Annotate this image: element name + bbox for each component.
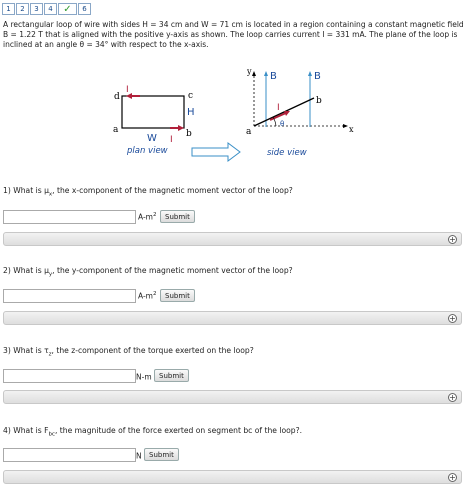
problem-statement: A rectangular loop of wire with sides H = 34 cm and W = 71 cm is located in a region containing a constant magnetic field B = 1.22 T that is aligned with the positive y-axis as shown. The loop carries current I = 331 mA. The plane of the loop is inclined at an angle θ = 34° with respect to the x-axis.	[3, 20, 464, 49]
corner-d-label: d	[114, 92, 120, 102]
tab-6[interactable]: 6	[78, 3, 91, 15]
tab-1[interactable]: 1	[2, 3, 15, 15]
current-label-bottom: I	[170, 135, 173, 145]
field-label-2: B	[314, 71, 321, 82]
width-label: W	[147, 133, 157, 144]
question-1-answer-input[interactable]	[3, 210, 136, 224]
expand-plus-icon[interactable]: +	[449, 314, 456, 323]
question-3-submit-button[interactable]: Submit	[154, 369, 189, 382]
diagram-svg	[100, 60, 370, 175]
question-4-hint-bar[interactable]	[3, 470, 462, 484]
corner-a-label: a	[113, 125, 119, 135]
question-1-text: 1) What is $\mu_x$, the x-component of the magnetic moment vector of the loop?	[3, 186, 293, 198]
question-1-hint-bar[interactable]	[3, 232, 462, 246]
theta-label: θ	[280, 120, 285, 128]
question-2-hint-bar[interactable]	[3, 311, 462, 325]
question-3-text: 3) What is $\tau_z$, the z-component of the torque exerted on the loop?	[3, 346, 254, 358]
current-label-top: I	[126, 85, 129, 95]
corner-c-label: c	[188, 91, 194, 101]
tab-2[interactable]: 2	[16, 3, 29, 15]
question-1-submit-button[interactable]: Submit	[160, 210, 195, 223]
question-3-hint-bar[interactable]	[3, 390, 462, 404]
field-line-1-arrowhead	[264, 71, 268, 76]
side-view-label: side view	[267, 148, 307, 158]
y-axis-label: y	[247, 67, 252, 76]
question-4-unit: N	[136, 451, 142, 461]
x-axis-arrowhead	[343, 124, 348, 128]
question-3-unit: N-m	[136, 372, 152, 382]
tab-5-checkmark-icon[interactable]: ✓	[58, 3, 77, 15]
height-label: H	[187, 107, 195, 118]
tab-4[interactable]: 4	[44, 3, 57, 15]
question-4-submit-button[interactable]: Submit	[144, 448, 179, 461]
side-current-label: I	[277, 103, 280, 113]
field-line-2-arrowhead	[308, 71, 312, 76]
loop-diagram	[100, 60, 370, 175]
side-a-label: a	[246, 127, 252, 137]
current-arrowhead-bottom	[178, 125, 184, 131]
expand-plus-icon[interactable]: +	[449, 473, 456, 482]
question-4-answer-input[interactable]	[3, 448, 136, 462]
question-1-unit: $A-m^2$	[138, 212, 157, 222]
x-axis-label: x	[349, 125, 354, 134]
question-2-text: 2) What is $\mu_y$, the y-component of the magnetic moment vector of the loop?	[3, 266, 293, 278]
question-3-answer-input[interactable]	[3, 369, 136, 383]
corner-b-label: b	[186, 129, 192, 139]
loop-rectangle	[122, 96, 184, 128]
side-b-label: b	[316, 96, 322, 106]
question-2-answer-input[interactable]	[3, 289, 136, 303]
question-2-unit: $A-m^2$	[138, 291, 157, 301]
problem-tabs	[2, 3, 92, 15]
question-4-text: 4) What is $F_{bc}$, the magnitude of the force exerted on segment bc of the loop?.	[3, 426, 303, 438]
y-axis-arrowhead	[252, 71, 256, 76]
side-current-arrow	[270, 113, 286, 120]
expand-plus-icon[interactable]: +	[449, 235, 456, 244]
tab-3[interactable]: 3	[30, 3, 43, 15]
expand-plus-icon[interactable]: +	[449, 393, 456, 402]
view-transition-arrow-icon	[192, 143, 240, 161]
field-label-1: B	[270, 71, 277, 82]
plan-view-label: plan view	[127, 146, 168, 156]
question-2-submit-button[interactable]: Submit	[160, 289, 195, 302]
